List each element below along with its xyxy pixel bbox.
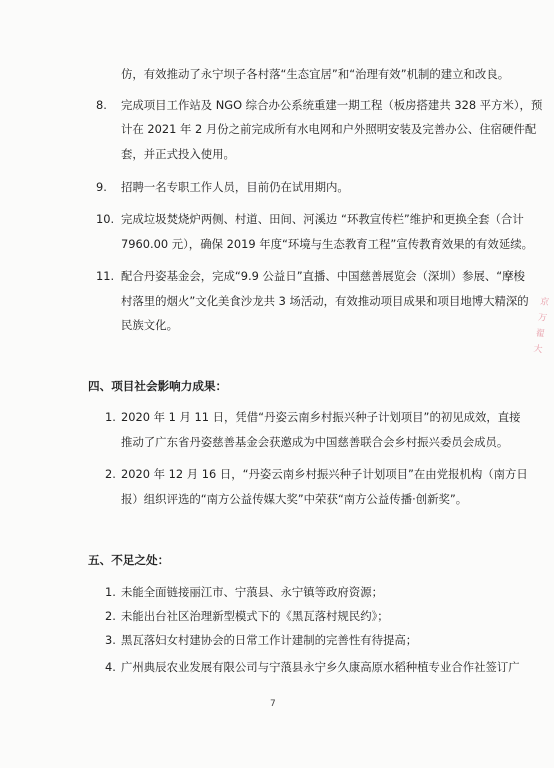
list-item-line: 7960.00 元），确保 2019 年度“环境与生态教育工程”宣传教育效果的有效延续。 [121, 237, 533, 251]
list-item-number: 11. [96, 269, 115, 283]
list-item-number: 4. [105, 660, 116, 674]
list-item-line: 完成项目工作站及 NGO 综合办公系统重建一期工程（板房搭建共 328 平方米），预 [121, 98, 543, 112]
list-item-number: 1. [105, 585, 116, 599]
list-item-line: 2020 年 12 月 16 日，“丹姿云南乡村振兴种子计划项目”在由党报机构（南方日 [121, 467, 528, 481]
list-item-line: 广州典辰农业发展有限公司与宁蒗县永宁乡久康高原水稻种植专业合作社签订广 [121, 660, 520, 674]
list-item-number: 8. [96, 98, 107, 112]
page-number: 7 [270, 699, 276, 709]
list-item-number: 9. [96, 180, 107, 194]
list-item-line: 黑瓦落妇女村建协会的日常工作计建制的完善性有待提高； [121, 633, 418, 647]
list-item-line: 村落里的烟火”文化美食沙龙共 3 场活动，有效推动项目成果和项目地博大精深的 [121, 294, 529, 308]
section-5-title: 五、不足之处： [88, 553, 170, 567]
list-item-line: 2020 年 1 月 11 日，凭借“丹姿云南乡村振兴种子计划项目”的初见成效，直接 [121, 410, 521, 424]
list-item-line: 未能全面链接丽江市、宁蒗县、永宁镇等政府资源； [121, 585, 383, 599]
list-item-line: 计在 2021 年 2 月份之前完成所有水电网和户外照明安装及完善办公、住宿硬件配 [121, 122, 537, 136]
list-item-number: 2. [105, 467, 116, 481]
seal-stamp: 京 万 翟 大 [530, 295, 549, 356]
list-item-line: 套，并正式投入使用。 [121, 147, 235, 161]
list-item-line: 招聘一名专职工作人员，目前仍在试用期内。 [121, 180, 349, 194]
list-item-number: 10. [96, 212, 115, 226]
list-item-line: 配合丹姿基金会，完成“9.9 公益日”直播、中国慈善展览会（深圳）参展、“摩梭 [121, 269, 525, 283]
section-4-title: 四、项目社会影响力成果： [88, 379, 228, 393]
list-item-number: 3. [105, 633, 116, 647]
list-item-line: 未能出台社区治理新型模式下的《黑瓦落村规民约》； [121, 609, 389, 623]
list-item-line: 报）组织评选的“南方公益传媒大奖”中荣获“南方公益传播·创新奖”。 [121, 492, 468, 506]
list-item-number: 1. [105, 410, 116, 424]
list-item-line: 民族文化。 [121, 318, 178, 332]
item-7-continuation: 仿，有效推动了永宁坝子各村落“生态宜居”和“治理有效”机制的建立和改良。 [121, 67, 510, 81]
list-item-line: 完成垃圾焚烧炉两侧、村道、田间、河溪边 “环教宣传栏”维护和更换全套（合计 [121, 212, 524, 226]
list-item-number: 2. [105, 609, 116, 623]
list-item-line: 推动了广东省丹姿慈善基金会获邀成为中国慈善联合会乡村振兴委员会成员。 [121, 435, 509, 449]
